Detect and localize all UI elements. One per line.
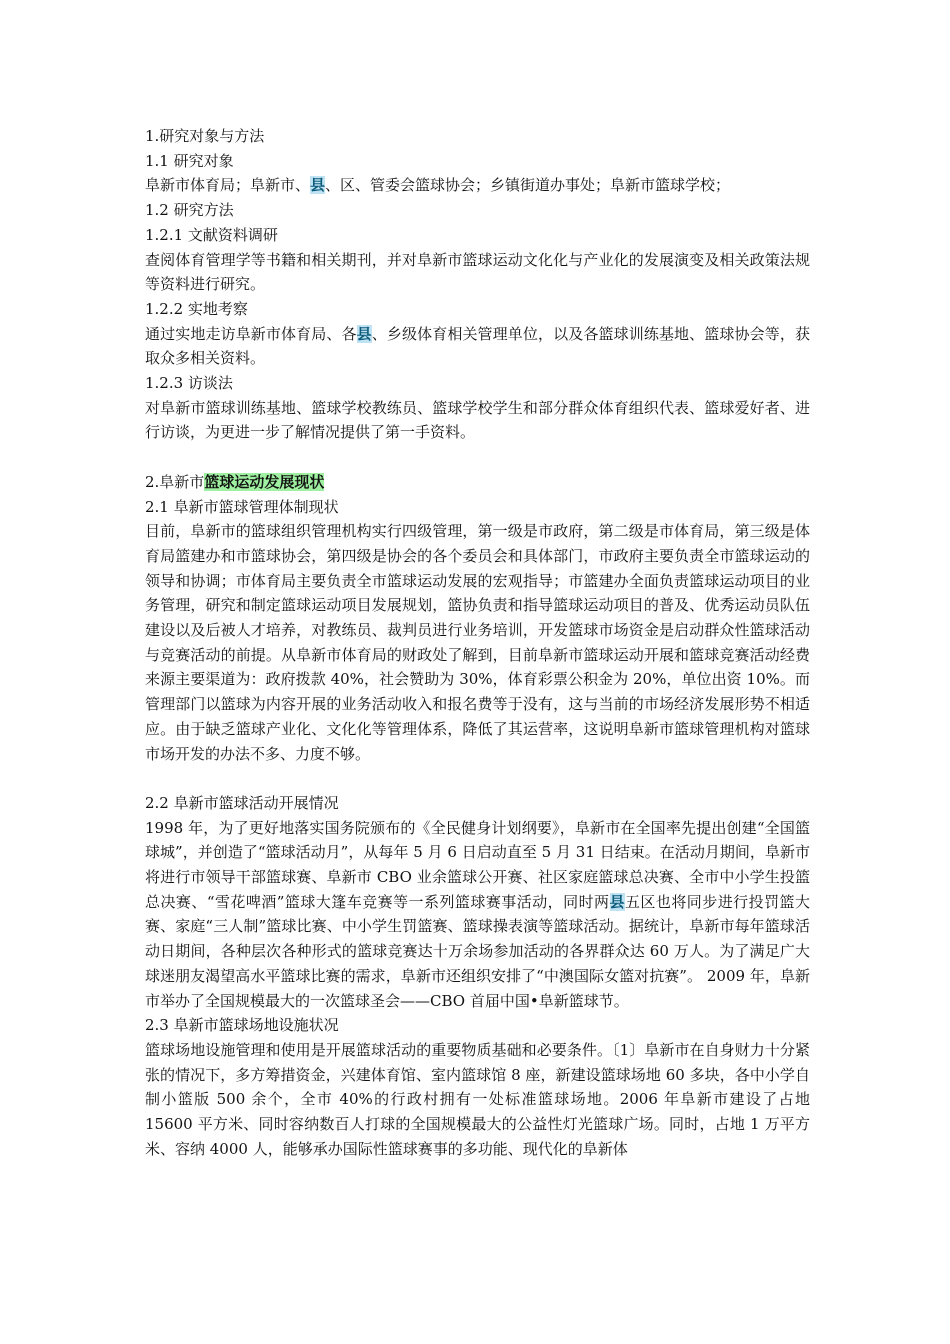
text-run: 阜新市体育局；阜新市、	[145, 176, 311, 195]
document-body	[145, 124, 810, 1162]
section-2-3-text: 篮球场地设施管理和使用是开展篮球活动的重要物质基础和必要条件。〔1〕阜新市在自身财力十分紧张的情况下，多方筹措资金，兴建体育馆、室内篮球馆 8 座，新建设篮球场地 60 多块，各中小学自制小篮版 500 余个，全市 40%的行政村拥有一处标准篮球场地。2006 年阜新市建设了占地 15600 平方米、同时容纳数百人打球的全国规模最大的公益性灯光篮球广场。同时，占地 1 万平方米、容纳 4000 人，能够承办国际性篮球赛事的多功能、现代化的阜新体	[145, 1040, 810, 1158]
section-1-2-2-text	[145, 322, 810, 371]
section-1-2-2-heading: 1.2.2 实地考察	[145, 299, 248, 318]
text-run: 五区也将同步进行投罚篮大赛、家庭“三人制”篮球比赛、中小学生罚篮赛、篮球操表演等篮球活动。据统计，阜新市每年篮球活动日期间，各种层次各种形式的篮球竞赛达十万余场参加活动的各界群众达 60 万人。为了满足广大球迷朋友渴望高水平篮球比赛的需求，阜新市还组织安排了“中澳国际女篮对抗赛”。 2009 年，阜新市举办了全国规模最大的一次篮球圣会——CBO 首届中国•阜新篮球节。	[145, 892, 810, 1010]
section-1-2-heading: 1.2 研究方法	[145, 201, 234, 220]
highlighted-term: 县	[356, 324, 372, 343]
highlighted-term: 县	[609, 892, 625, 911]
text-run: 、乡级体育相关管理单位，以及各篮球训练基地、篮球协会等，获取众多相关资料。	[145, 324, 810, 368]
text-run: 1998 年，为了更好地落实国务院颁布的《全民健身计划纲要》，阜新市在全国率先提出创建“全国篮球城”，并创造了“篮球活动月”，从每年 5 月 6 日启动直至 5 月 31 日结束。在活动月期间，阜新市将进行市领导干部篮球赛、阜新市 CBO 业余篮球公开赛、社区家庭篮球总决赛、全市中小学生投篮总决赛、“雪花啤酒”篮球大篷车竞赛等一系列篮球赛事活动，同时两	[145, 818, 810, 911]
text-run: 2.阜新市	[145, 472, 205, 491]
section-1-2-3-text: 对阜新市篮球训练基地、篮球学校教练员、篮球学校学生和部分群众体育组织代表、篮球爱好者、进行访谈，为更进一步了解情况提供了第一手资料。	[145, 398, 810, 442]
section-1-2-3-heading: 1.2.3 访谈法	[145, 374, 233, 393]
highlighted-heading: 篮球运动发展现状	[204, 472, 325, 491]
section-2-3-heading: 2.3 阜新市篮球场地设施状况	[145, 1016, 339, 1035]
section-2-2-heading: 2.2 阜新市篮球活动开展情况	[145, 793, 339, 812]
section-1-2-1-heading: 1.2.1 文献资料调研	[145, 225, 278, 244]
section-1-heading: 1.研究对象与方法	[145, 127, 265, 145]
section-2-1-text: 目前，阜新市的篮球组织管理机构实行四级管理，第一级是市政府，第二级是市体育局，第三级是体育局篮建办和市篮球协会，第四级是协会的各个委员会和具体部门，市政府主要负责全市篮球运动的领导和协调；市体育局主要负责全市篮球运动发展的宏观指导；市篮建办全面负责篮球运动项目的业务管理，研究和制定篮球运动项目发展规划，篮协负责和指导篮球运动项目的普及、优秀运动员队伍建设以及后被人才培养，对教练员、裁判员进行业务培训，开发篮球市场资金是启动群众性篮球活动与竞赛活动的前提。从阜新市体育局的财政处了解到，目前阜新市篮球运动开展和篮球竞赛活动经费来源主要渠道为：政府拨款 40%，社会赞助为 30%，体育彩票公积金为 20%，单位出资 10%。而管理部门以篮球为内容开展的业务活动收入和报名费等于没有，这与当前的市场经济发展形势不相适应。由于缺乏篮球产业化、文化化等管理体系，降低了其运营率，这说明阜新市篮球管理机构对篮球市场开发的办法不多、力度不够。	[145, 522, 810, 763]
section-2-2-text	[145, 816, 810, 1014]
text-run: 、区、管委会篮球协会；乡镇街道办事处；阜新市篮球学校；	[325, 176, 731, 195]
section-1-2-1-text: 查阅体育管理学等书籍和相关期刊，并对阜新市篮球运动文化化与产业化的发展演变及相关政策法规等资料进行研究。	[145, 250, 810, 294]
paragraph-gap	[145, 445, 810, 470]
highlighted-term: 县	[310, 176, 326, 195]
paragraph-gap	[145, 766, 810, 791]
section-1-1-heading: 1.1 研究对象	[145, 151, 234, 170]
text-run: 通过实地走访阜新市体育局、各	[145, 324, 357, 343]
section-2-1-heading: 2.1 阜新市篮球管理体制现状	[145, 497, 339, 516]
section-1-1-text	[145, 173, 810, 198]
section-2-heading	[145, 470, 810, 495]
